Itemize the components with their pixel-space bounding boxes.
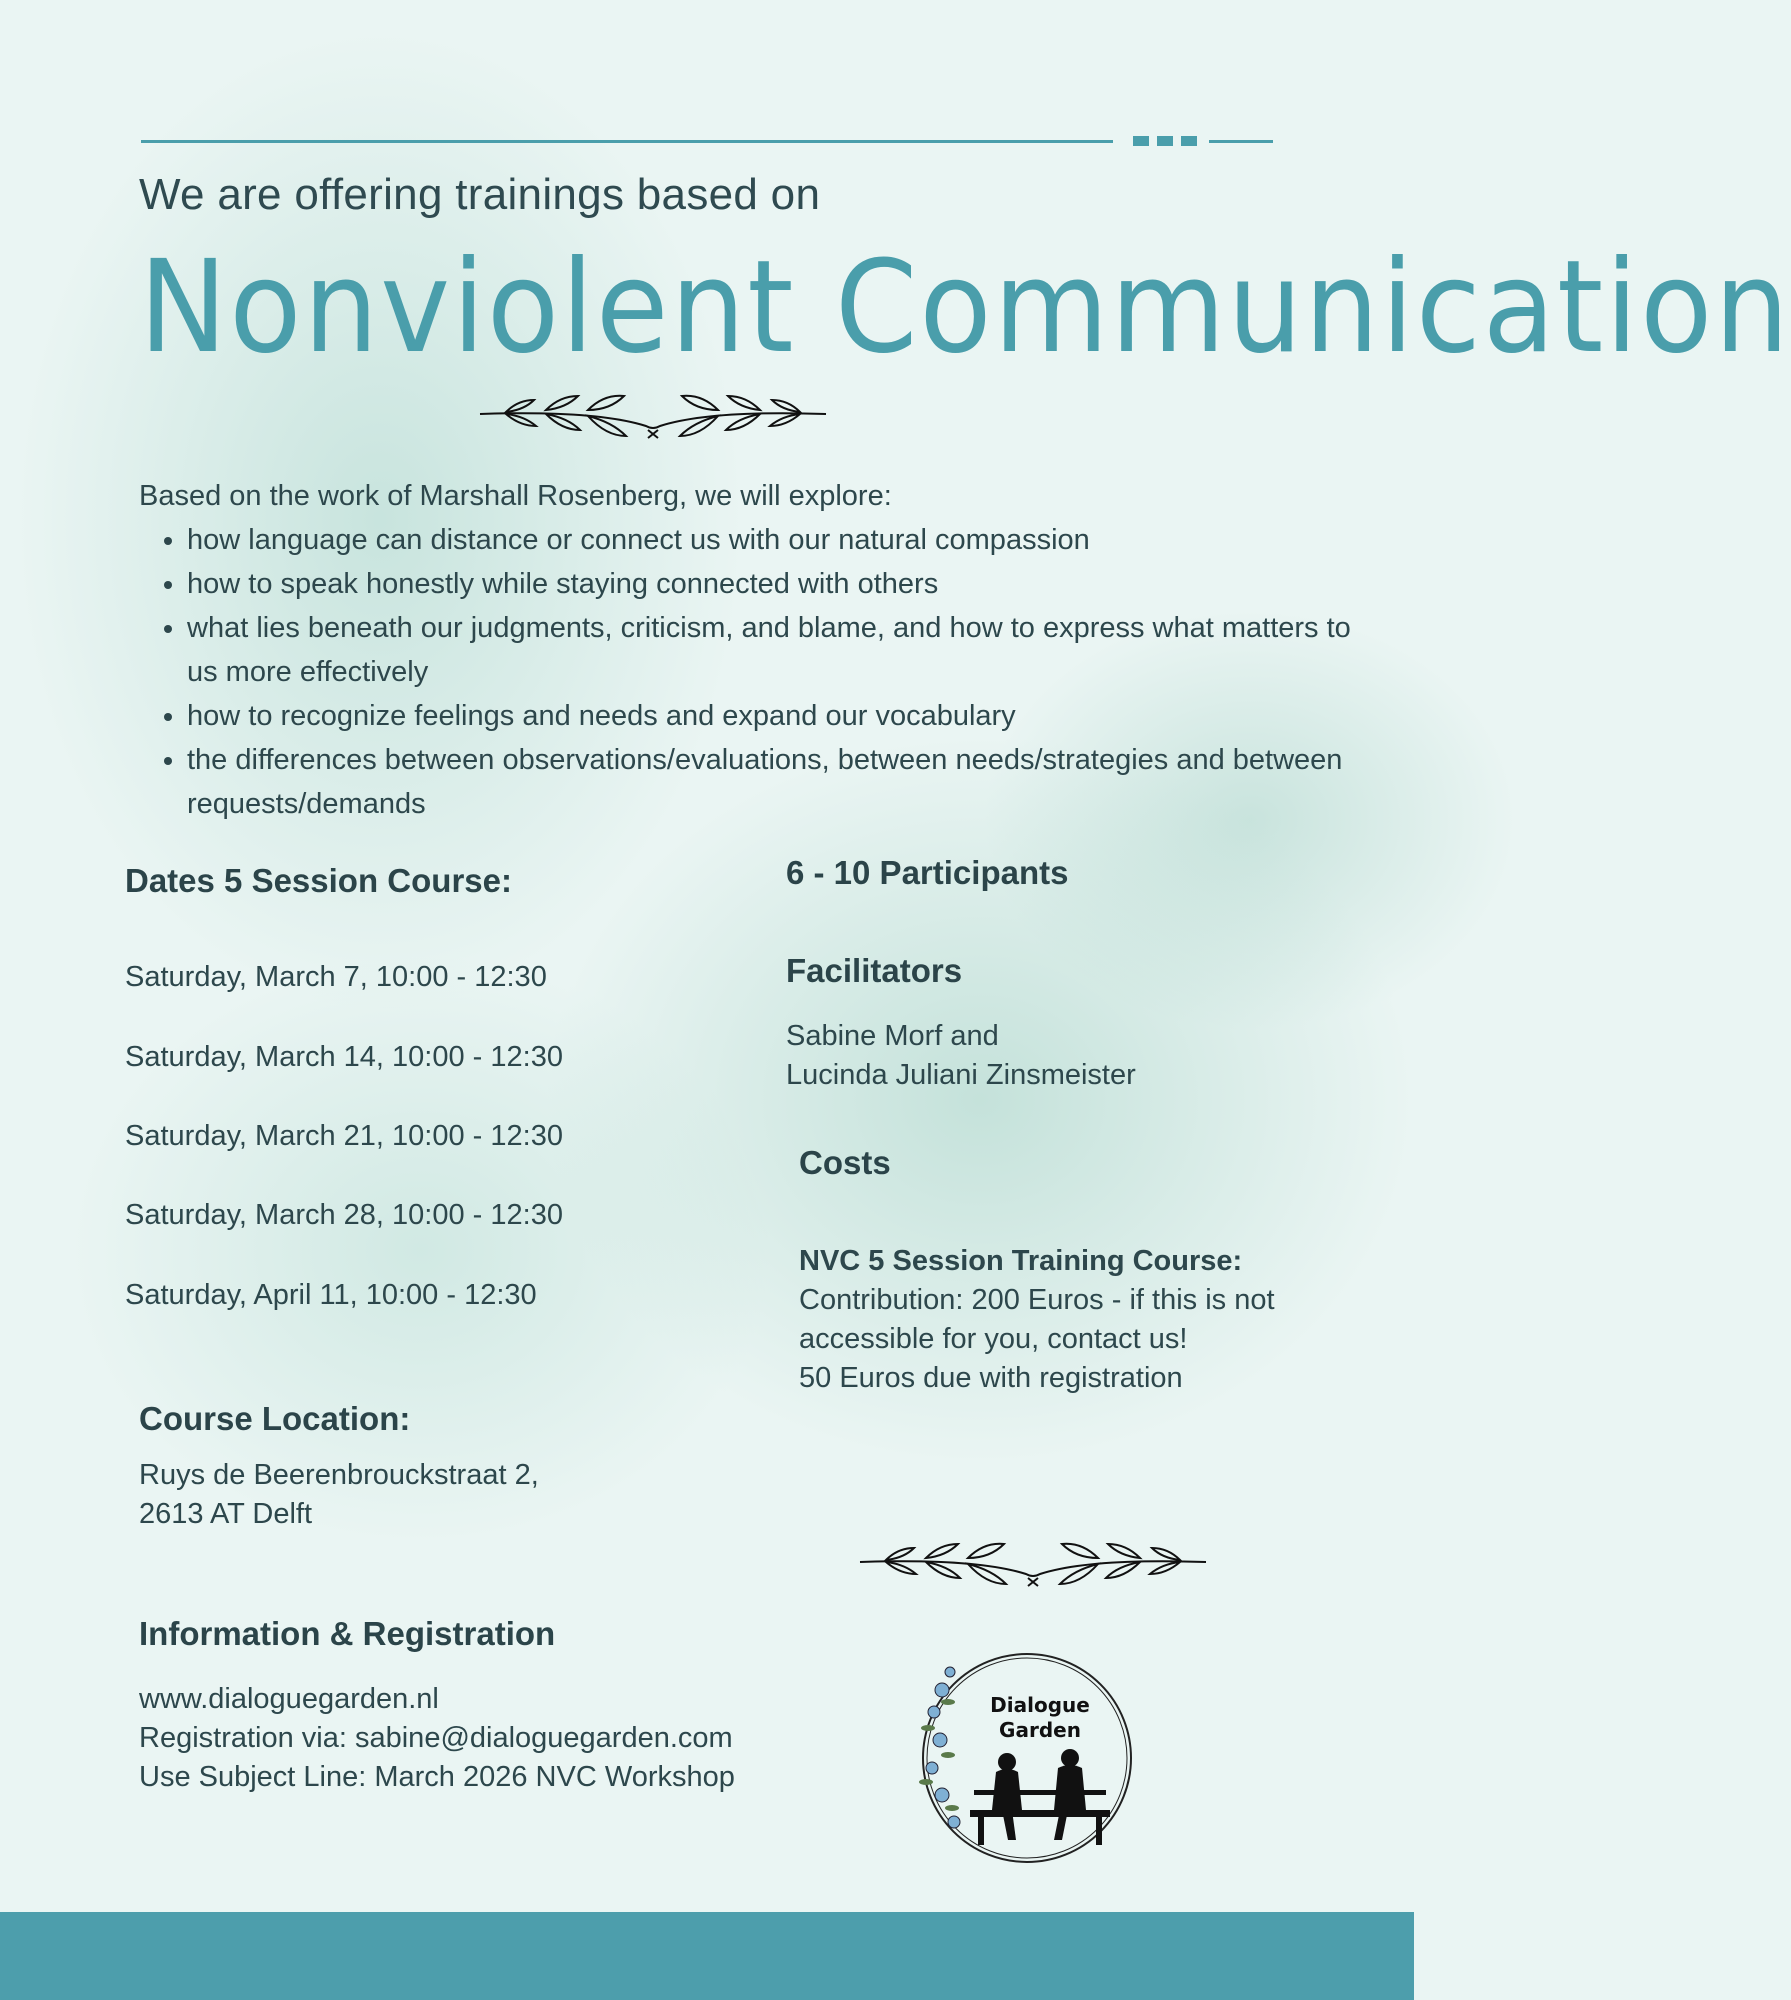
facilitator-line: Sabine Morf and	[786, 1020, 999, 1052]
facilitator-line: Lucinda Juliani Zinsmeister	[786, 1059, 1136, 1091]
dialogue-garden-logo	[912, 1650, 1142, 1865]
costs-contribution: Contribution: 200 Euros - if this is not accessible for you, contact us!	[799, 1284, 1275, 1355]
date-item: Saturday, April 11, 10:00 - 12:30	[125, 1279, 537, 1311]
registration-details	[139, 1680, 735, 1797]
list-item: • what lies beneath our judgments, criticism, and blame, and how to express what matters to us more effectively	[187, 606, 1359, 694]
explore-section	[139, 474, 1359, 826]
location-heading: Course Location:	[139, 1400, 411, 1437]
date-item: Saturday, March 7, 10:00 - 12:30	[125, 961, 547, 993]
intro-text: We are offering trainings based on	[139, 170, 821, 219]
list-item: • how to speak honestly while staying connected with others	[187, 562, 1359, 606]
registration-email[interactable]: Registration via: sabine@dialoguegarden.com	[139, 1722, 733, 1754]
costs-deposit: 50 Euros due with registration	[799, 1362, 1183, 1394]
logo-text-line2: Garden	[999, 1718, 1081, 1742]
page-title: Nonviolent Communication	[139, 232, 1791, 382]
address-line: Ruys de Beerenbrouckstraat 2,	[139, 1459, 539, 1491]
explore-lead: Based on the work of Marshall Rosenberg, we will explore:	[139, 480, 892, 512]
website-link[interactable]: www.dialoguegarden.nl	[139, 1683, 439, 1715]
registration-heading: Information & Registration	[139, 1615, 556, 1652]
costs-heading: Costs	[799, 1144, 891, 1181]
dates-heading: Dates 5 Session Course:	[125, 862, 512, 899]
date-item: Saturday, March 14, 10:00 - 12:30	[125, 1041, 563, 1073]
facilitators-names	[786, 1017, 1136, 1095]
date-item: Saturday, March 28, 10:00 - 12:30	[125, 1199, 563, 1231]
location-address	[139, 1456, 539, 1534]
date-item: Saturday, March 21, 10:00 - 12:30	[125, 1120, 563, 1152]
list-item: • how language can distance or connect us with our natural compassion	[187, 518, 1359, 562]
address-line: 2613 AT Delft	[139, 1498, 313, 1530]
laurel-divider-icon	[476, 392, 830, 444]
facilitators-heading: Facilitators	[786, 952, 963, 989]
costs-subheading: NVC 5 Session Training Course:	[799, 1245, 1243, 1277]
laurel-divider-icon	[856, 1540, 1210, 1592]
top-divider	[141, 136, 1273, 146]
logo-text-line1: Dialogue	[990, 1693, 1090, 1717]
list-item: • the differences between observations/evaluations, between needs/strategies and between requests/demands	[187, 738, 1359, 826]
explore-list	[139, 518, 1359, 826]
list-item: • how to recognize feelings and needs and expand our vocabulary	[187, 694, 1359, 738]
costs-details	[799, 1242, 1359, 1398]
participants-heading: 6 - 10 Participants	[786, 854, 1069, 891]
subject-line: Use Subject Line: March 2026 NVC Workshop	[139, 1761, 735, 1793]
footer-bar	[0, 1912, 1414, 2000]
